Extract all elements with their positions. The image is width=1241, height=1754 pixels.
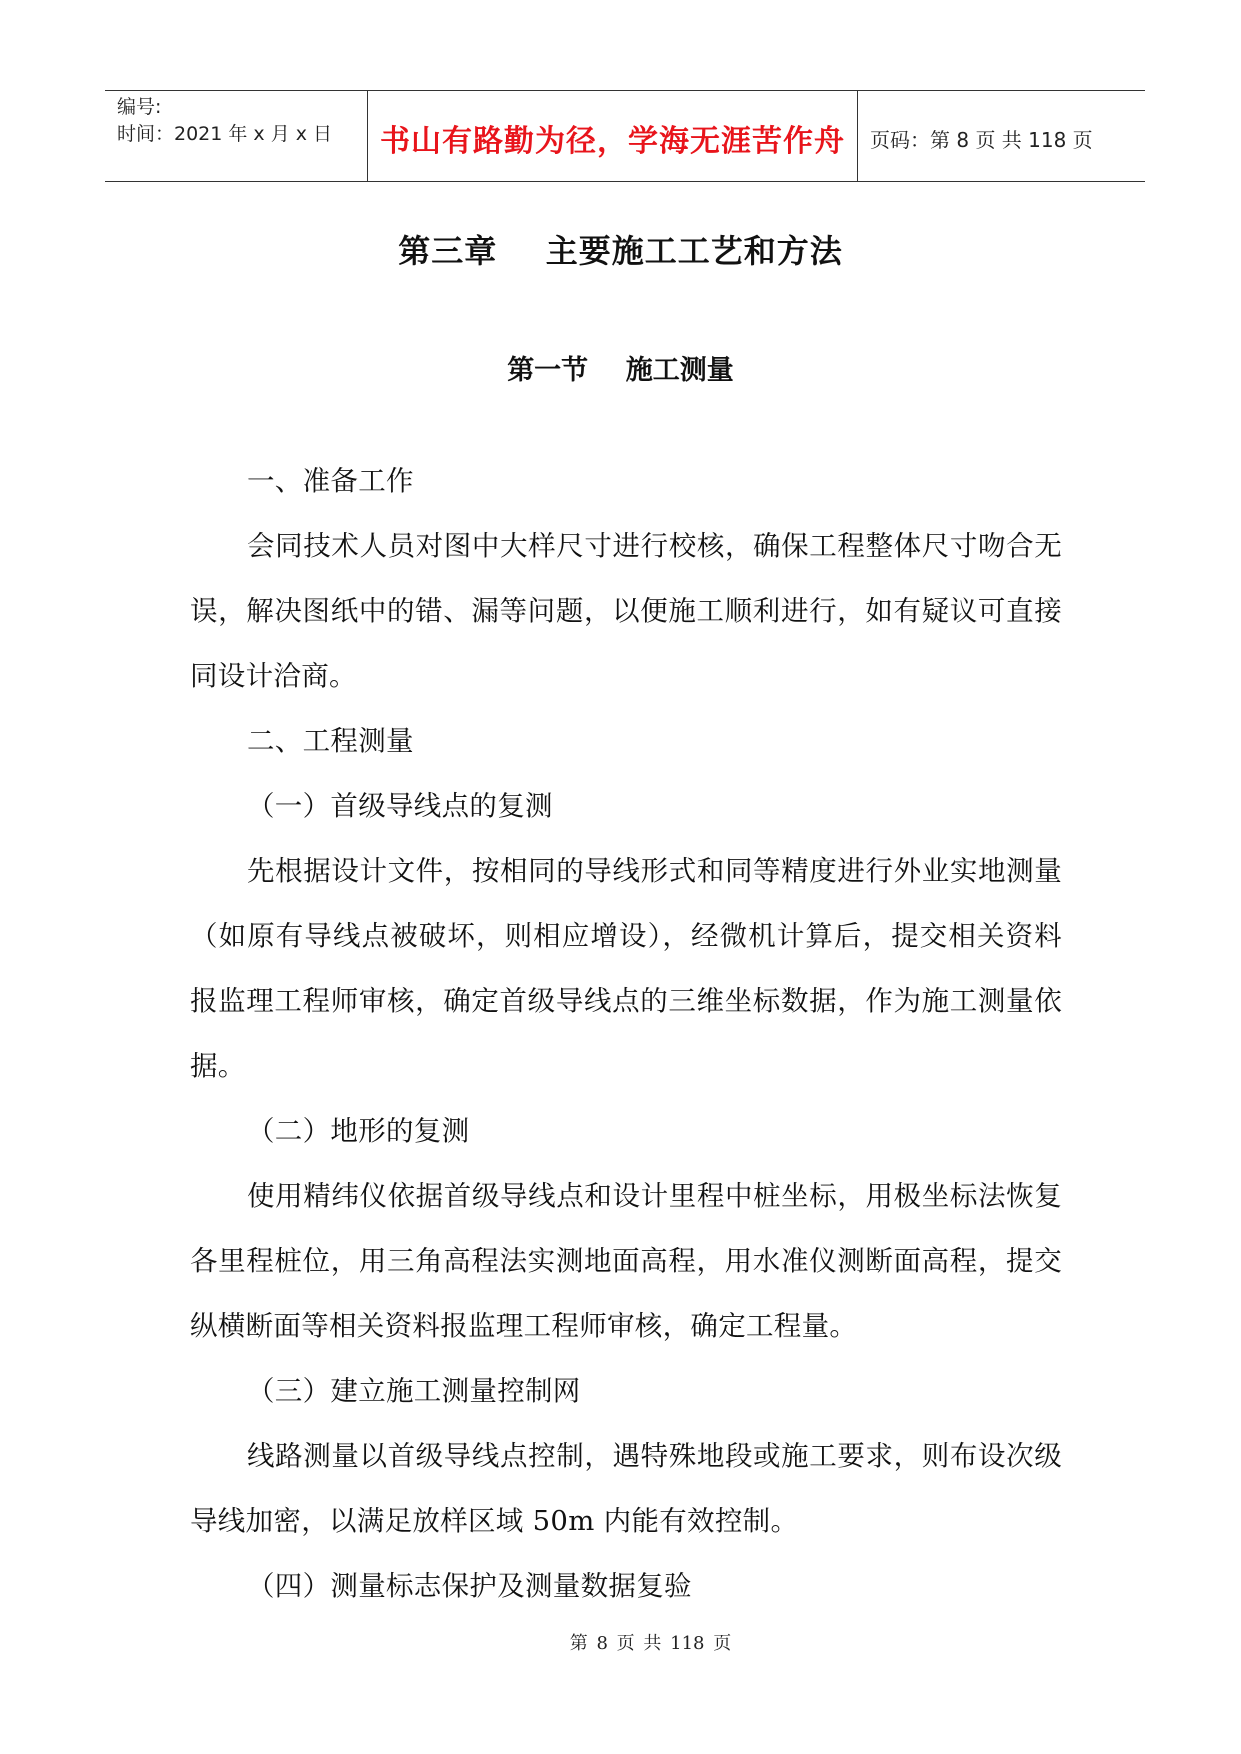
paragraph: 会同技术人员对图中大样尺寸进行校核，确保工程整体尺寸吻合无误，解决图纸中的错、漏等问题，以便施工顺利进行，如有疑议可直接同设计洽商。: [190, 530, 1062, 692]
section-title: 第一节 施工测量: [507, 355, 734, 386]
number-label: 编号:: [117, 96, 162, 118]
header-motto: 书山有路勤为径，学海无涯苦作舟: [368, 91, 858, 181]
heading-engineering-survey: 二、工程测量: [247, 725, 414, 757]
page-footer: 第 8 页 共 118 页: [569, 1633, 732, 1654]
paragraph: 线路测量以首级导线点控制，遇特殊地段或施工要求，则布设次级导线加密，以满足放样区域 50m 内能有效控制。: [190, 1440, 1062, 1537]
time-label: 时间：2021 年 x 月 x 日: [117, 123, 333, 145]
subheading: （一）首级导线点的复测: [247, 790, 553, 822]
header-meta: [105, 91, 368, 181]
document-body: [190, 449, 1062, 1619]
heading-preparation: 一、准备工作: [247, 465, 414, 497]
subheading: （四）测量标志保护及测量数据复验: [247, 1570, 692, 1602]
subheading: （三）建立施工测量控制网: [247, 1375, 581, 1407]
header-page-info: 页码：第 8 页 共 118 页: [870, 127, 1093, 152]
chapter-title: 第三章 主要施工工艺和方法: [398, 232, 843, 270]
subheading: （二）地形的复测: [247, 1115, 470, 1147]
page-header: [105, 90, 1145, 182]
paragraph: 使用精纬仪依据首级导线点和设计里程中桩坐标，用极坐标法恢复各里程桩位，用三角高程法实测地面高程，用水准仪测断面高程，提交纵横断面等相关资料报监理工程师审核，确定工程量。: [190, 1180, 1062, 1342]
paragraph: 先根据设计文件，按相同的导线形式和同等精度进行外业实地测量（如原有导线点被破坏，则相应增设），经微机计算后，提交相关资料报监理工程师审核，确定首级导线点的三维坐标数据，作为施工测量依据。: [190, 855, 1062, 1082]
